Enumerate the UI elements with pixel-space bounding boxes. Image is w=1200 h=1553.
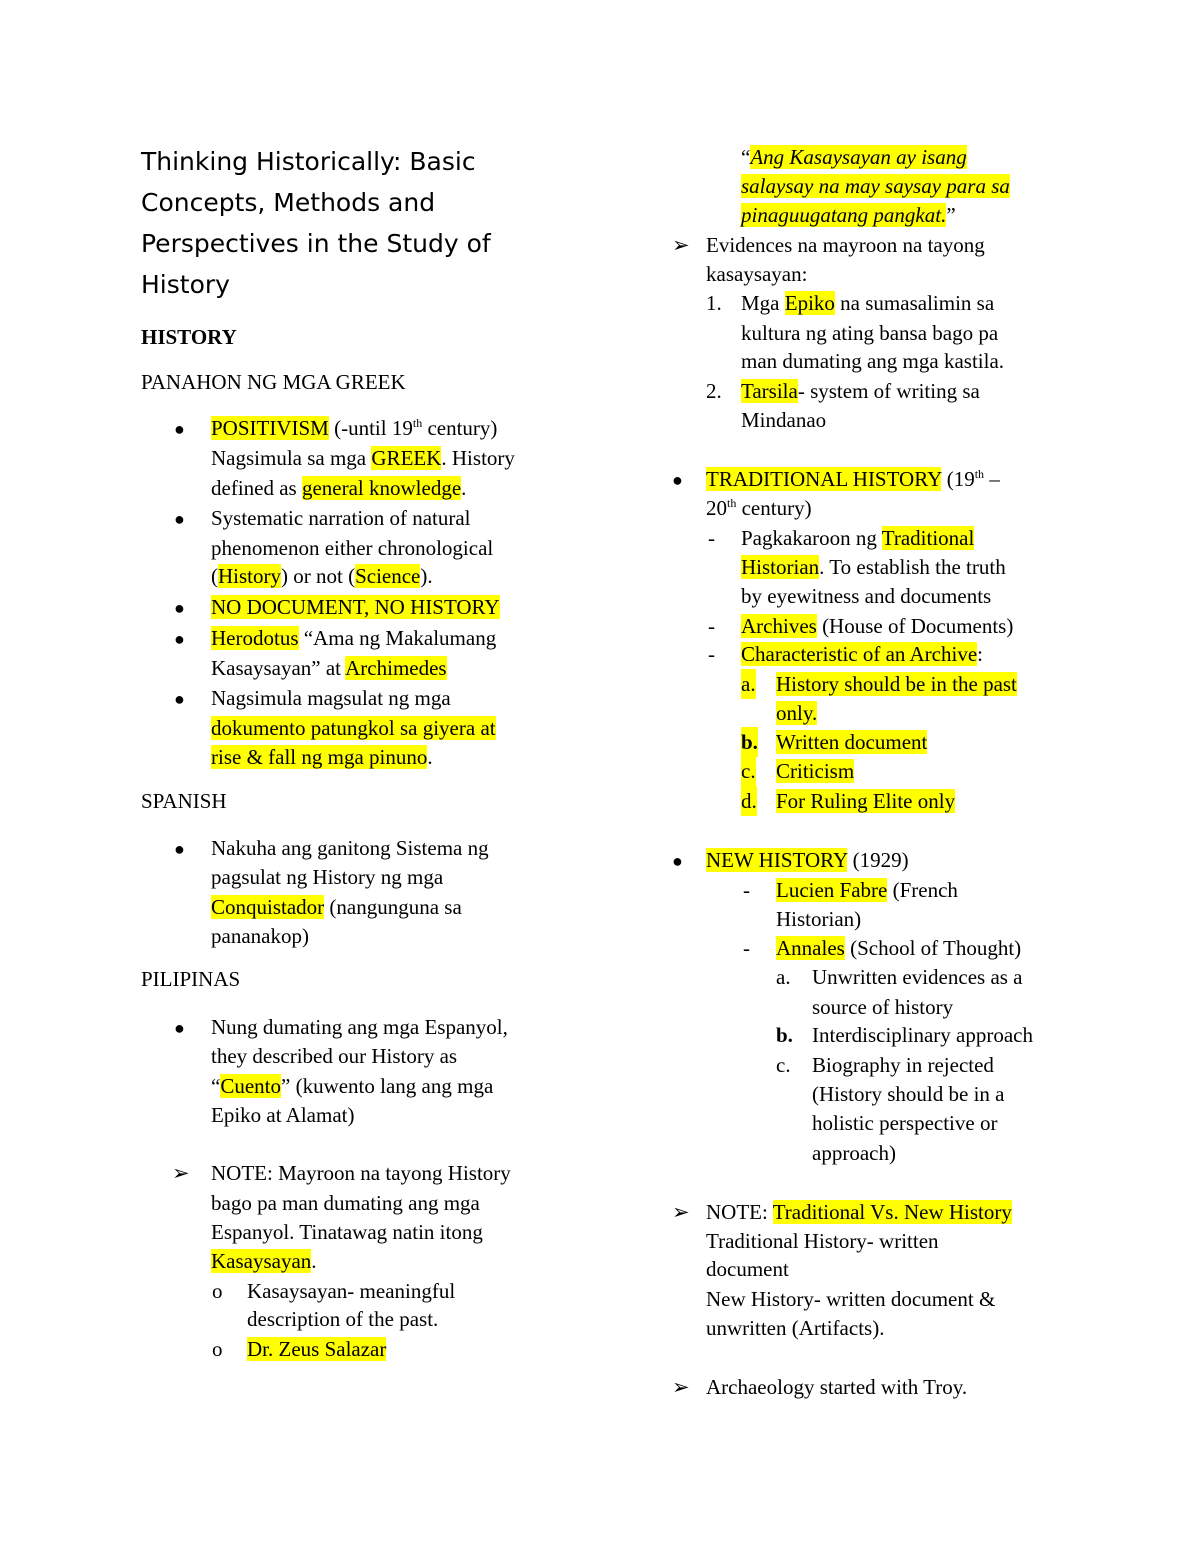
note-line: Espanyol. Tinatawag natin itong [211,1220,483,1244]
text: Kasaysayan” at [211,656,346,680]
highlight: Dr. Zeus Salazar [247,1337,387,1361]
text: ( [211,564,218,588]
highlight: NEW HISTORY [706,848,848,872]
list-number: 1. [706,291,722,315]
sub-item [247,1334,386,1364]
dash-item [741,611,1013,641]
dash-bullet: - [708,614,715,638]
text: Nagsimula sa mga [211,446,372,470]
list-item-line: kasaysayan: [706,262,808,286]
list-item-line [211,653,447,683]
arrow-bullet-icon: ➢ [172,1161,190,1185]
text: ” [946,203,956,227]
highlight: Annales [776,936,845,960]
list-letter: a. [776,965,791,989]
highlight: Kasaysayan [211,1249,312,1273]
highlight: salaysay na may saysay para sa [741,174,1010,198]
quote-line [741,171,1010,201]
highlight: Archimedes [345,656,447,680]
text: na sumasalimin sa [834,291,995,315]
arrow-bullet-icon: ➢ [672,1200,690,1224]
highlight: dokumento patungkol sa giyera at [211,716,496,740]
sub-item-line: description of the past. [247,1307,439,1331]
numbered-item [741,288,994,318]
list-item: Nagsimula magsulat ng mga [211,686,451,710]
text: . [461,476,467,500]
heading-history: HISTORY [141,325,237,349]
bullet-icon: ● [174,629,185,649]
text: defined as [211,476,302,500]
note-item [706,1197,1012,1227]
bullet-icon: ● [174,839,185,859]
list-letter: d. [741,786,757,816]
list-item [706,464,1000,494]
list-item: Nung dumating ang mga Espanyol, [211,1015,508,1039]
text: – [984,467,1000,491]
circle-bullet-icon: o [212,1279,223,1303]
highlight: Conquistador [211,895,325,919]
list-item: Systematic narration of natural [211,506,471,530]
text: “Ama ng Makalumang [298,626,497,650]
list-letter: c. [776,1053,791,1077]
lettered-item-line: (History should be in a [812,1082,1005,1106]
list-letter: a. [741,669,756,699]
bullet-icon: ● [174,598,185,618]
superscript: th [727,496,737,510]
lettered-item-line: source of history [812,995,954,1019]
title-line: Thinking Historically: Basic [141,147,476,176]
text: (French [887,878,958,902]
note-line: bago pa man dumating ang mga [211,1191,480,1215]
text: “ [211,1074,221,1098]
list-item: Evidences na mayroon na tayong [706,233,985,257]
highlight: pinaguugatang pangkat. [741,203,947,227]
note-line: unwritten (Artifacts). [706,1316,885,1340]
highlight: Ang Kasaysayan ay isang [750,145,967,169]
highlight: History should be in the past [776,672,1017,696]
list-letter: c. [741,756,756,786]
highlight: GREEK [371,446,442,470]
text: : [977,642,983,666]
highlight: For Ruling Elite only [776,789,956,813]
highlight: rise & fall ng mga pinuno [211,745,428,769]
list-item-line: pagsulat ng History ng mga [211,865,444,889]
highlight: Herodotus [211,626,299,650]
list-letter: b. [776,1023,793,1047]
highlight: Traditional Vs. New History [772,1200,1012,1224]
note-line [211,1246,317,1276]
numbered-item-line: man dumating ang mga kastila. [741,349,1005,373]
dash-item [741,523,974,553]
list-item-line: pananakop) [211,924,309,948]
bullet-icon: ● [672,470,683,490]
numbered-item [741,376,980,406]
text: NOTE: [706,1200,773,1224]
lettered-item: Unwritten evidences as a [812,965,1023,989]
list-item-line: phenomenon either chronological [211,536,494,560]
bullet-icon: ● [174,419,185,439]
text: “ [741,145,751,169]
lettered-item [776,786,955,816]
dash-bullet: - [708,642,715,666]
text: . [427,745,433,769]
numbered-item-line: kultura ng ating bansa bago pa [741,321,999,345]
list-item: Nakuha ang ganitong Sistema ng [211,836,489,860]
highlight: POSITIVISM [211,416,329,440]
highlight: Historian [741,555,820,579]
text: ). [420,564,433,588]
superscript: th [412,416,423,430]
note-item: NOTE: Mayroon na tayong History [211,1161,511,1185]
list-item-line [211,561,433,591]
text: (19 [941,467,975,491]
list-item-line [211,1071,493,1101]
text: ” (kuwento lang ang mga [281,1074,494,1098]
text: (-until 19 [328,416,413,440]
note-item: Archaeology started with Troy. [706,1375,968,1399]
lettered-item: Interdisciplinary approach [812,1023,1033,1047]
list-item-line [211,892,462,922]
note-line: Traditional History- written [706,1229,939,1253]
highlight: general knowledge [301,476,462,500]
highlight: Science [355,564,421,588]
text: ) or not ( [281,564,356,588]
text: 20 [706,496,727,520]
highlight: TRADITIONAL HISTORY [706,467,942,491]
list-letter: b. [741,727,758,757]
text: (1929) [847,848,909,872]
numbered-item-line: Mindanao [741,408,827,432]
dash-item [741,639,983,669]
circle-bullet-icon: o [212,1337,223,1361]
dash-item [776,933,1021,963]
highlight: Tarsila [741,379,798,403]
dash-item-line: by eyewitness and documents [741,584,992,608]
text: - system of writing sa [797,379,980,403]
highlight: Characteristic of an Archive [741,642,978,666]
lettered-item [776,669,1017,699]
dash-bullet: - [743,878,750,902]
highlight: NO DOCUMENT, NO HISTORY [211,595,500,619]
text: . To establish the truth [819,555,1006,579]
superscript: th [974,467,985,481]
dash-bullet: - [743,936,750,960]
list-item-line [706,493,812,523]
text: (House of Documents) [816,614,1014,638]
highlight: only. [776,701,818,725]
arrow-bullet-icon: ➢ [672,1375,690,1399]
sub-item: Kasaysayan- meaningful [247,1279,456,1303]
list-item-line [211,742,433,772]
text: century) [422,416,498,440]
dash-item-line: Historian) [776,907,862,931]
lettered-item [776,727,927,757]
quote-line [741,142,967,172]
heading-greek: PANAHON NG MGA GREEK [141,370,406,394]
list-item-line [211,443,515,473]
lettered-item-line [776,698,817,728]
heading-spanish: SPANISH [141,789,227,813]
list-item [211,623,496,653]
title-line: Concepts, Methods and [141,188,436,217]
highlight: Lucien Fabre [776,878,888,902]
bullet-icon: ● [174,1018,185,1038]
text: Mga [741,291,785,315]
list-item-line: Epiko at Alamat) [211,1103,355,1127]
text: . [311,1249,317,1273]
quote-line [741,200,956,230]
bullet-icon: ● [672,851,683,871]
highlight: Cuento [220,1074,281,1098]
lettered-item-line: holistic perspective or [812,1111,998,1135]
bullet-icon: ● [174,689,185,709]
list-item [211,413,497,443]
text: (School of Thought) [844,936,1022,960]
list-item [706,845,909,875]
lettered-item: Biography in rejected [812,1053,994,1077]
highlight: Traditional [881,526,975,550]
list-item-line: they described our History as [211,1044,458,1068]
dash-bullet: - [708,526,715,550]
text: Pagkakaroon ng [741,526,882,550]
dash-item [776,875,958,905]
text: century) [736,496,812,520]
list-item [211,592,500,622]
lettered-item-line: approach) [812,1141,896,1165]
dash-item-line [741,552,1006,582]
bullet-icon: ● [174,509,185,529]
highlight: Written document [776,730,928,754]
list-item-line [211,713,496,743]
arrow-bullet-icon: ➢ [672,233,690,257]
note-line: New History- written document & [706,1287,996,1311]
note-line: document [706,1257,789,1281]
highlight: Epiko [784,291,835,315]
highlight: Archives [741,614,817,638]
lettered-item [776,756,854,786]
text: . History [441,446,515,470]
heading-pilipinas: PILIPINAS [141,967,241,991]
title-line: Perspectives in the Study of [141,229,491,258]
list-item-line [211,473,466,503]
list-number: 2. [706,379,722,403]
title-line: History [141,270,230,299]
highlight: Criticism [776,759,855,783]
text: (nangunguna sa [324,895,462,919]
highlight: History [218,564,281,588]
